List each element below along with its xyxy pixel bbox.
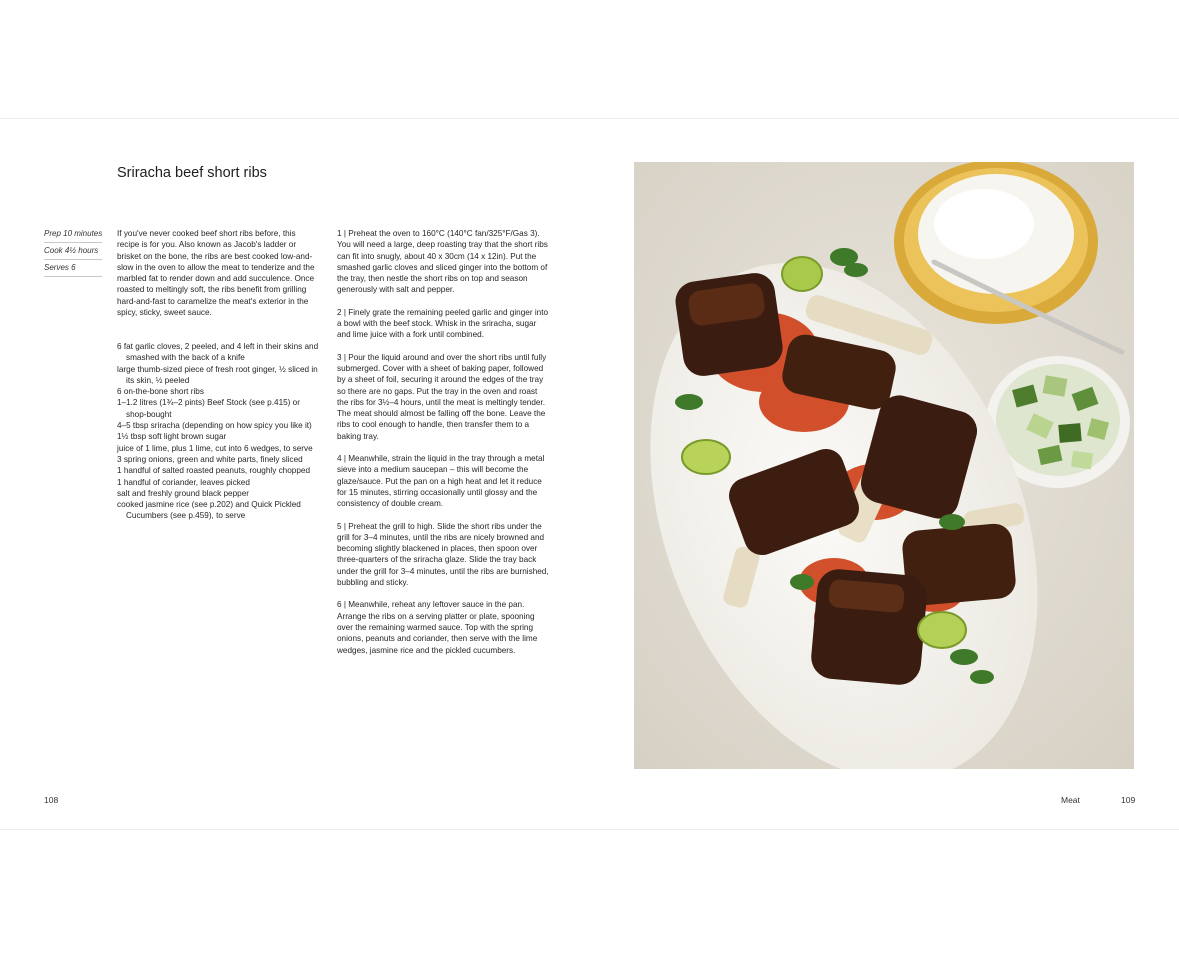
food-photo <box>634 162 1134 769</box>
ingredient-item: 1–1.2 litres (1¾–2 pints) Beef Stock (see p.415) or shop-bought <box>117 398 300 419</box>
recipe-title: Sriracha beef short ribs <box>117 165 267 181</box>
ingredient-item: 4–5 tbsp sriracha (depending on how spicy you like it) <box>117 421 312 431</box>
section-label: Meat <box>1061 795 1080 805</box>
ingredient-item: 6 on-the-bone short ribs <box>117 387 204 397</box>
method-step-3: 3 | Pour the liquid around and over the short ribs until fully submerged. Cover with a sheet of baking paper, followed by a sheet of foil, securing it around the edges of the tray so there are no gaps. Put the tray in the oven and roast the ribs for 3½–4 hours, until the meat is meltingly tender. The meat should almost be falling off the bone. Leave the ribs to cool enough to handle, then transfer them to a baking tray. <box>337 352 547 441</box>
ingredient-item: juice of 1 lime, plus 1 lime, cut into 6 wedges, to serve <box>117 443 313 453</box>
bottom-divider <box>0 829 1179 830</box>
method-step-1: 1 | Preheat the oven to 160°C (140°C fan/325°F/Gas 3). You will need a large, deep roasting tray that the short ribs can fit into snugly, about 40 x 30cm (14 x 12in). Put the smashed garlic cloves and sliced ginger into the bottom of the tray, then nestle the short ribs on top and season generously with salt and pepper. <box>337 229 548 295</box>
ingredient-item: salt and freshly ground black pepper <box>117 488 249 498</box>
ingredient-item: large thumb-sized piece of fresh root ginger, ½ sliced in its skin, ½ peeled <box>117 364 318 385</box>
ingredient-item: 1 handful of salted roasted peanuts, roughly chopped <box>117 466 311 476</box>
ingredient-item: cooked jasmine rice (see p.202) and Quick Pickled Cucumbers (see p.459), to serve <box>117 500 301 521</box>
left-page-number: 108 <box>44 795 59 805</box>
ingredient-item: 1 handful of coriander, leaves picked <box>117 477 250 487</box>
cook-time: Cook 4½ hours <box>44 244 102 260</box>
recipe-meta <box>44 227 102 278</box>
servings: Serves 6 <box>44 261 102 277</box>
ingredient-item: 1½ tbsp soft light brown sugar <box>117 432 227 442</box>
ingredient-item: 6 fat garlic cloves, 2 peeled, and 4 left in their skins and smashed with the back of a knife <box>117 342 319 363</box>
method-step-4: 4 | Meanwhile, strain the liquid in the tray through a metal sieve into a medium saucepan – this will become the glaze/sauce. Put the pan on a high heat and let it reduce for 15 minutes, stirring occasionally until glossy and the consistency of double cream. <box>337 454 545 509</box>
top-divider <box>0 118 1179 119</box>
prep-time: Prep 10 minutes <box>44 227 102 243</box>
method-steps <box>337 228 549 667</box>
right-page-number: 109 <box>1121 795 1136 805</box>
method-step-5: 5 | Preheat the grill to high. Slide the short ribs under the grill for 3–4 minutes, until the ribs are nicely browned and becoming slightly blackened in places, then spoon over three-quarters of the sriracha glaze. Slide the tray back under the grill for 3–4 minutes, until the ribs are burnished, bubbling and sticky. <box>337 521 549 588</box>
method-step-6: 6 | Meanwhile, reheat any leftover sauce in the pan. Arrange the ribs on a serving platter or plate, spooning over the remaining warmed sauce. Top with the spring onions, peanuts and coriander, then serve with the lime wedges, jasmine rice and the pickled cucumbers. <box>337 600 538 655</box>
ingredient-item: 3 spring onions, green and white parts, finely sliced <box>117 454 303 464</box>
recipe-intro: If you've never cooked beef short ribs before, this recipe is for you. Also known as Jacob's ladder or brisket on the bone, the ribs are best cooked low-and-slow in the oven to allow the meat to tenderize and the marbled fat to render down and add succulence. Once roasted to meltingly soft, the ribs benefit from grilling hard-and-fast to caramelize the meat's exterior in the spicy, sticky, sweet sauce. <box>117 229 315 318</box>
method-step-2: 2 | Finely grate the remaining peeled garlic and ginger into a bowl with the beef stock. Whisk in the sriracha, sugar and lime juice with a fork until combined. <box>337 307 549 340</box>
ingredient-list <box>117 341 322 522</box>
short-ribs-illustration <box>634 162 1134 769</box>
